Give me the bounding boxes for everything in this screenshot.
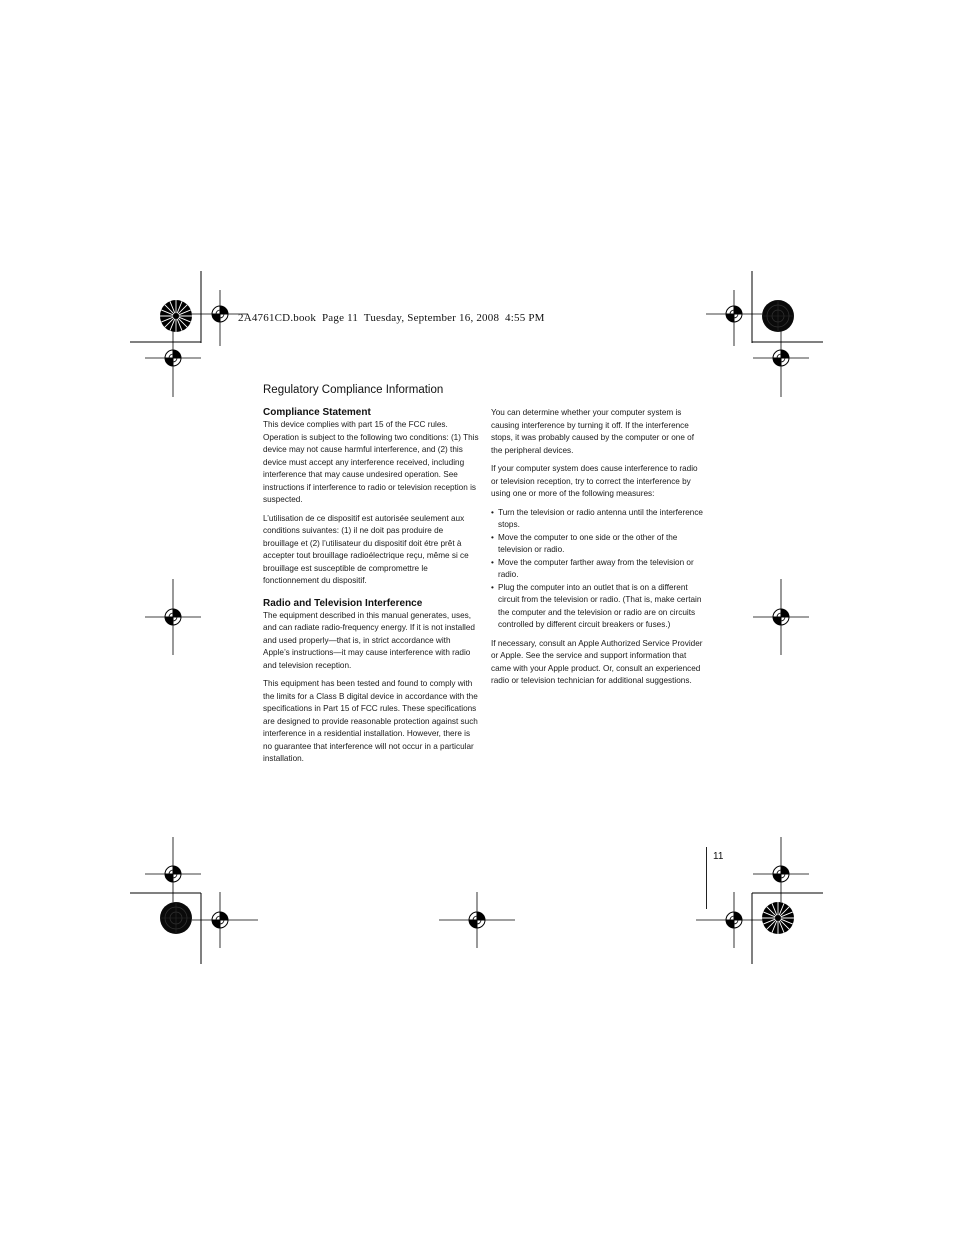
compliance-paragraph-french: L’utilisation de ce dispositif est autorisée seulement aux conditions suivantes: (1) il ne doit pas produire de brouillage et (2) l’utilisateur du dispositif doit étre prêt à accepter tout brouillage radioélectrique reçu, même si ce brouillage est susceptible de compromettre le fonctionnement du dispositif. <box>263 513 469 585</box>
compliance-paragraph-english: This device complies with part 15 of the FCC rules. Operation is subject to the following two conditions: (1) This device may not cause harmful interference, and (2) this device must accept any interference received, including interference that may cause undesired operation. See instructions if interference to radio or television reception is suspected. <box>263 420 479 504</box>
list-item: • Plug the computer into an outlet that is on a different circuit from the television or radio. (That is, make certain the computer and the television or radio are on circuits controlled by different circuit breakers or fuses.) <box>491 582 707 632</box>
interference-determination-paragraph: You can determine whether your computer system is causing interference by turning it off. If the interference stops, it was probably caused by the computer or one of the peripheral devices. <box>491 408 694 455</box>
consult-service-paragraph: If necessary, consult an Apple Authorized Service Provider or Apple. See the service and support information that came with your Apple product. Or, consult an experienced radio or television technician for additional suggestions. <box>491 638 703 685</box>
list-item: • Move the computer farther away from the television or radio. <box>491 557 707 582</box>
right-column <box>491 407 707 694</box>
folio-divider <box>706 847 707 909</box>
list-item: • Move the computer to one side or the other of the television or radio. <box>491 532 707 557</box>
page-title: Regulatory Compliance Information <box>263 384 444 396</box>
compliance-statement-heading: Compliance Statement <box>263 407 371 418</box>
radio-tv-interference-heading: Radio and Television Interference <box>263 597 423 609</box>
print-slug-line: 2A4761CD.book Page 11 Tuesday, September 16, 2008 4:55 PM <box>238 312 545 324</box>
radio-paragraph-1: The equipment described in this manual generates, uses, and can radiate radio-frequency energy. If it is not installed and used properly—that is, in strict accordance with Apple’s instructions—it may cause interference with radio and television reception. <box>263 610 475 670</box>
radio-paragraph-2: This equipment has been tested and found to comply with the limits for a Class B digital device in accordance with the specifications in Part 15 of FCC rules. These specifications are designed to provide reasonable protection against such interference in a residential installation. However, there is no guarantee that interference will not occur in a particular installation. <box>263 679 478 763</box>
interference-correction-paragraph: If your computer system does cause interference to radio or television reception, try to correct the interference by using one or more of the following measures: <box>491 464 698 498</box>
left-column <box>263 407 479 772</box>
page-number: 11 <box>713 851 724 862</box>
measures-list <box>491 507 707 632</box>
list-item: • Turn the television or radio antenna until the interference stops. <box>491 507 707 532</box>
